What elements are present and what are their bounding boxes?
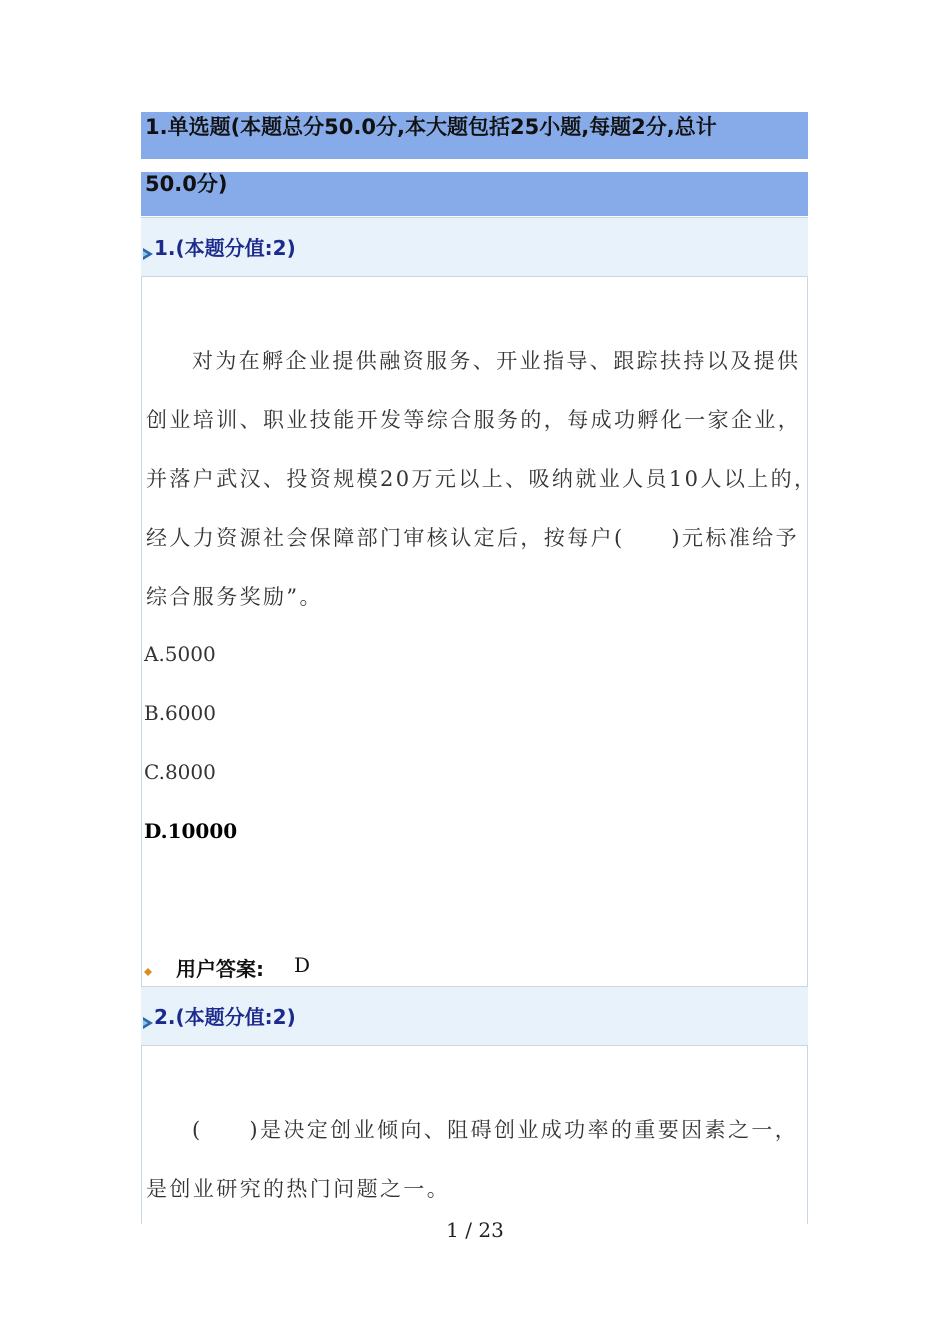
question-1-text-line: 综合服务奖励”。 (146, 585, 323, 609)
play-arrow-icon (143, 1017, 153, 1029)
option-d[interactable]: D.10000 (144, 819, 238, 843)
user-answer-value: D (294, 953, 311, 977)
user-answer-label: 用户答案: (176, 957, 264, 981)
question-2-title: 2.(本题分值:2) (154, 1005, 296, 1029)
question-1-body (141, 277, 818, 986)
exam-sheet (141, 112, 818, 1224)
question-1-text-line: 创业培训、职业技能开发等综合服务的，每成功孵化一家企业， (146, 408, 802, 432)
question-1-text-line: 并落户武汉、投资规模20万元以上、吸纳就业人员10人以上的， (146, 467, 818, 491)
option-b[interactable]: B.6000 (144, 701, 216, 725)
question-1-text-line: 对为在孵企业提供融资服务、开业指导、跟踪扶持以及提供 (192, 349, 801, 373)
question-1-title: 1.(本题分值:2) (154, 236, 296, 260)
question-2-header (141, 986, 808, 1046)
page-number: 1 / 23 (446, 1218, 504, 1242)
question-2-text-line: 是创业研究的热门问题之一。 (146, 1177, 451, 1201)
diamond-bullet-icon (144, 968, 152, 976)
option-c[interactable]: C.8000 (144, 760, 216, 784)
question-1-header (141, 217, 808, 277)
question-2-body (141, 1046, 808, 1224)
section-title-line1: 1.单选题(本题总分50.0分,本大题包括25小题,每题2分,总计 (141, 112, 808, 159)
section-title-line2: 50.0分) (141, 172, 808, 216)
question-2-text-line: ( )是决定创业倾向、阻碍创业成功率的重要因素之一， (192, 1118, 799, 1142)
option-a[interactable]: A.5000 (144, 642, 216, 666)
play-arrow-icon (143, 248, 153, 260)
question-1-text-line: 经人力资源社会保障部门审核认定后，按每户( )元标准给予 (146, 526, 799, 550)
